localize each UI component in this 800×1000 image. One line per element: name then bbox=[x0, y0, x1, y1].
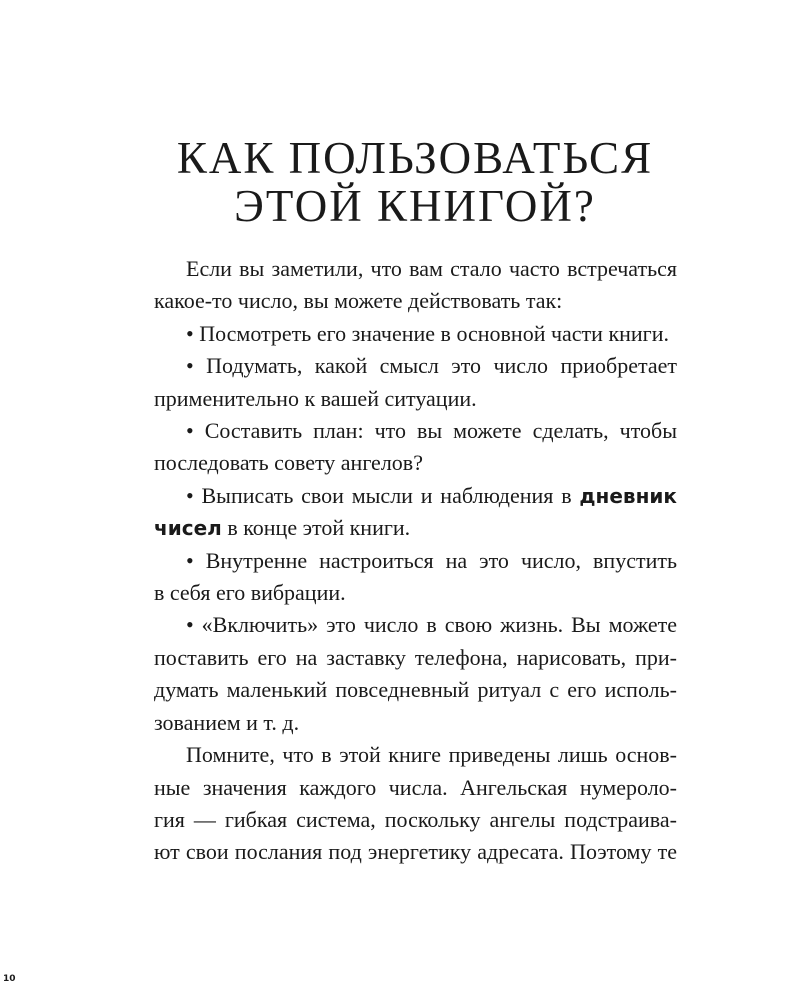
text-line: Помните, что в этой книге приведены лишь основ- bbox=[186, 742, 677, 768]
list-item-2 bbox=[154, 350, 677, 415]
text-line bbox=[154, 480, 677, 512]
text-line bbox=[154, 512, 677, 544]
paragraph-intro bbox=[154, 253, 677, 318]
text-line: • Подумать, какой смысл это число приобретает bbox=[186, 353, 677, 379]
text-line: последовать совету ангелов? bbox=[154, 450, 423, 476]
text-fragment: в конце этой книги. bbox=[221, 515, 411, 541]
text-line: гия — гибкая система, поскольку ангелы подстраива- bbox=[154, 806, 677, 832]
text-line: Если вы заметили, что вам стало часто встречаться bbox=[186, 256, 677, 281]
text-line: зованием и т. д. bbox=[154, 709, 300, 735]
chapter-title bbox=[0, 134, 800, 230]
text-line: • Внутренне настроиться на это число, впустить bbox=[186, 547, 677, 573]
text-line: • «Включить» это число в свою жизнь. Вы можете bbox=[186, 612, 677, 638]
list-item-4 bbox=[154, 480, 677, 545]
bold-term: дневник bbox=[579, 483, 677, 508]
text-line: поставить его на заставку телефона, нарисовать, при- bbox=[154, 644, 677, 670]
text-fragment: • Выписать свои мысли и наблюдения в bbox=[186, 482, 580, 508]
chapter-title-line-2: ЭТОЙ КНИГОЙ? bbox=[234, 181, 596, 231]
text-line: думать маленький повседневный ритуал с его исполь- bbox=[154, 677, 677, 703]
list-item-5 bbox=[154, 545, 677, 610]
text-line: в себя его вибрации. bbox=[154, 580, 346, 606]
text-line: применительно к вашей ситуации. bbox=[154, 385, 477, 411]
text-line: • Посмотреть его значение в основной части книги. bbox=[186, 320, 669, 346]
body-text bbox=[154, 253, 677, 869]
text-line: ют свои послания под энергетику адресата. Поэтому те bbox=[154, 839, 677, 865]
text-line: • Составить план: что вы можете сделать, чтобы bbox=[186, 418, 677, 444]
text-line: ные значения каждого числа. Ангельская нумероло- bbox=[154, 774, 677, 800]
list-item-3 bbox=[154, 415, 677, 480]
bold-term: чисел bbox=[154, 516, 222, 541]
list-item-1 bbox=[154, 318, 677, 350]
text-line: какое-то число, вы можете действовать так: bbox=[154, 288, 563, 314]
page-number: 10 bbox=[3, 974, 16, 984]
paragraph-outro bbox=[154, 739, 677, 869]
chapter-title-line-1: КАК ПОЛЬЗОВАТЬСЯ bbox=[176, 133, 654, 183]
list-item-6 bbox=[154, 609, 677, 739]
